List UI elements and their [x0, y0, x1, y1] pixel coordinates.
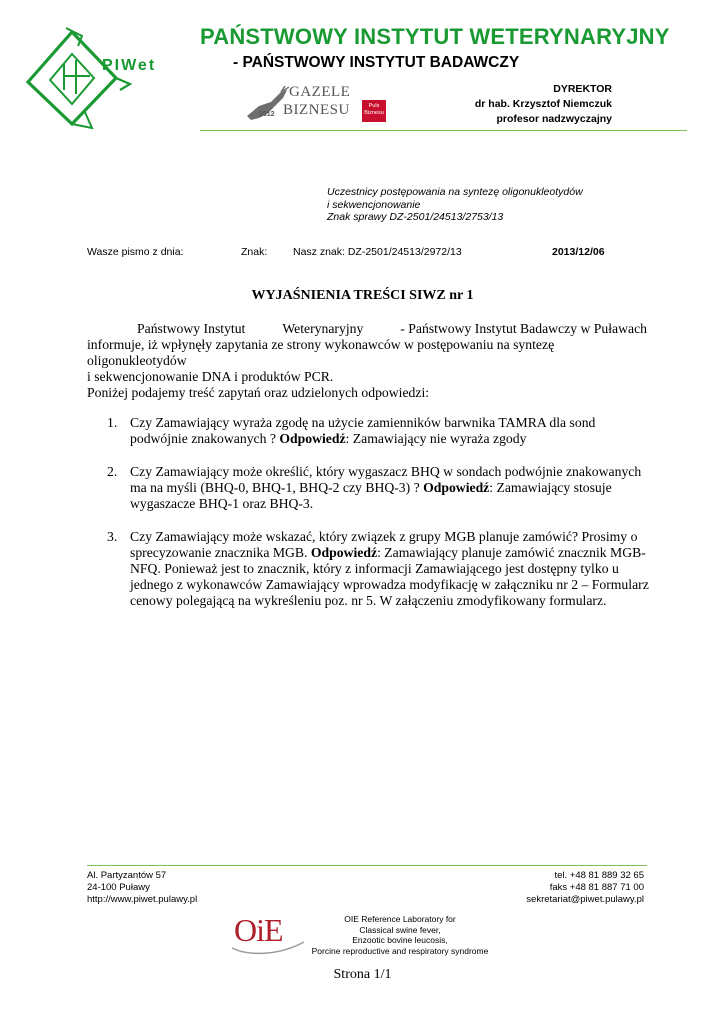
page-number: Strona 1/1 — [333, 967, 392, 982]
item-question: Czy Zamawiający wyraża zgodę na użycie zamienników barwnika TAMRA dla sond podwójnie znakowanych ? — [130, 415, 596, 446]
document-date: 2013/12/06 — [552, 246, 605, 258]
address-street: Al. Partyzantów 57 — [87, 870, 167, 881]
gazele-word: GAZELE — [289, 84, 351, 100]
oie-logo — [228, 912, 308, 956]
question-list — [107, 415, 652, 626]
puls-badge-line1: Puls — [368, 103, 380, 109]
list-item — [107, 529, 652, 609]
intro-line-4: Poniżej podajemy treść zapytań oraz udzielonych odpowiedzi: — [87, 385, 430, 400]
oie-logo-text: OiE — [234, 912, 283, 948]
intro-line-3: i sekwencjonowanie DNA i produktów PCR. — [87, 369, 334, 384]
puls-badge-line2: Biznesu — [364, 110, 384, 116]
item-answer: : Zamawiający planuje zamówić znacznik MGB-NFQ. Ponieważ jest to znacznik, który z informacji Zamawiającego jest dostępny tylko u jednego z wykonawców Zamawiający wprowadza modyfikację w załączniku nr 2 – Formularz cenowy polegającą na wykreśleniu poz. nr 5. W załączeniu zmodyfikowany formularz. — [130, 545, 649, 608]
oie-line-4: Porcine reproductive and respiratory syndrome — [311, 945, 489, 956]
addressee-line1: Uczestnicy postępowania na syntezę oligonukleotydów — [327, 186, 583, 198]
item-answer: : Zamawiający stosuje wygaszacze BHQ-1 oraz BHQ-3. — [130, 480, 612, 511]
addressee-line3: Znak sprawy DZ-2501/24513/2753/13 — [327, 211, 504, 223]
footer-address — [87, 870, 197, 906]
document-title: WYJAŚNIENIA TREŚCI SIWZ nr 1 — [251, 288, 474, 303]
oie-line-1: OIE Reference Laboratory for — [344, 914, 456, 924]
footer-rule — [87, 865, 647, 866]
addressee-line2: i sekwencjonowanie — [327, 198, 421, 211]
email-link[interactable]: sekretariat@piwet.pulawy.pl — [526, 894, 644, 905]
sign-label: Znak: — [241, 246, 268, 258]
biznesu-word: BIZNESU — [283, 102, 350, 118]
website-link[interactable]: http://www.piwet.pulawy.pl — [87, 894, 198, 905]
item-number: 3. — [107, 529, 118, 544]
our-sign: Nasz znak: DZ-2501/24513/2972/13 — [293, 246, 462, 258]
footer-contact — [526, 870, 644, 906]
item-number: 1. — [107, 415, 118, 430]
list-item — [107, 415, 652, 447]
intro-word-3: - Państwowy Instytut Badawczy w Puławach — [400, 321, 647, 336]
oie-line-3: Enzootic bovine leucosis, — [352, 935, 448, 945]
fax-number: faks +48 81 887 71 00 — [549, 882, 644, 893]
institute-title: PAŃSTWOWY INSTYTUT WETERYNARYJNY — [200, 24, 670, 49]
piwet-logo-text: PIWet — [102, 57, 157, 74]
piwet-emblem-icon — [20, 24, 198, 136]
phone-number: tel. +48 81 889 32 65 — [554, 870, 644, 881]
intro-word-2: Weterynaryjny — [282, 321, 364, 336]
address-city: 24-100 Puławy — [87, 882, 150, 893]
piwet-logo — [20, 24, 198, 136]
intro-line-2: informuje, iż wpłynęły zapytania ze strony wykonawców w postępowaniu na syntezę oligonukleotydów — [87, 337, 555, 368]
your-letter-label: Wasze pismo z dnia: — [87, 246, 184, 258]
item-answer: : Zamawiający nie wyraża zgody — [345, 431, 527, 446]
director-block — [475, 82, 612, 127]
director-title: profesor nadzwyczajny — [496, 113, 612, 125]
item-question: Czy Zamawiający może określić, który wygaszacz BHQ w sondach podwójnie znakowanych ma na myśli (BHQ-0, BHQ-1, BHQ-2 czy BHQ-3) ? — [130, 464, 642, 495]
director-name: dr hab. Krzysztof Niemczuk — [474, 98, 612, 110]
item-number: 2. — [107, 464, 118, 479]
list-item — [107, 464, 652, 512]
intro-paragraph — [87, 321, 647, 401]
intro-first-line — [87, 321, 647, 337]
addressee-block — [327, 186, 583, 224]
item-answer-label: Odpowiedź — [310, 545, 378, 560]
gazele-year: 2012 — [259, 111, 275, 118]
item-question: Czy Zamawiający może wskazać, który związek z grupy MGB planuje zamówić? Prosimy o sprecyzowanie znacznika MGB. — [130, 529, 638, 560]
item-answer-label: Odpowiedź — [279, 431, 346, 446]
director-role: DYREKTOR — [553, 83, 612, 95]
intro-word-1: Państwowy Instytut — [137, 321, 246, 336]
oie-reference-text — [300, 914, 500, 956]
header-rule — [200, 130, 687, 131]
puls-biznesu-badge — [362, 100, 386, 122]
oie-line-2: Classical swine fever, — [359, 924, 441, 935]
item-answer-label: Odpowiedź — [423, 480, 490, 495]
institute-subtitle: - PAŃSTWOWY INSTYTUT BADAWCZY — [233, 54, 520, 71]
gazele-biznesu-logo — [245, 82, 390, 126]
